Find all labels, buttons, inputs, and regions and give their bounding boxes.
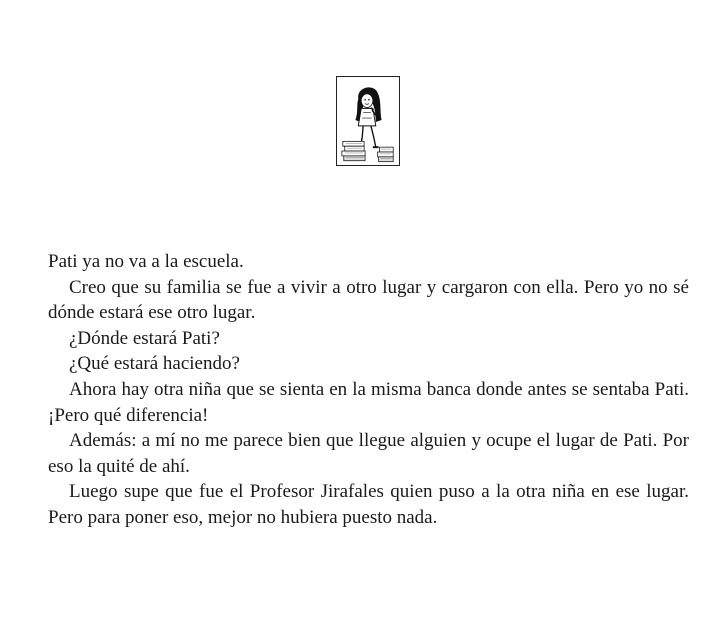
- story-text: [48, 249, 689, 531]
- girl-sitting-on-books-illustration: [336, 76, 400, 166]
- paragraph-3: ¿Dónde estará Pati?: [69, 327, 220, 349]
- paragraph-7: Luego supe que fue el Profesor Jirafales quien puso a la otra niña en ese lugar. Pero para poner eso, mejor no hubiera puesto nada.: [48, 481, 689, 528]
- paragraph-4: ¿Qué estará haciendo?: [69, 353, 240, 375]
- paragraph-1: Pati ya no va a la escuela.: [48, 251, 244, 272]
- paragraph-5: Ahora hay otra niña que se sienta en la misma banca donde antes se sentaba Pati. ¡Pero qué diferencia!: [48, 378, 689, 426]
- paragraph-6: Además: a mí no me parece bien que llegue alguien y ocupe el lugar de Pati. Por eso la quité de ahí.: [48, 430, 689, 477]
- paragraph-2: Creo que su familia se fue a vivir a otro lugar y cargaron con ella. Pero yo no sé dónde estará ese otro lugar.: [48, 276, 689, 324]
